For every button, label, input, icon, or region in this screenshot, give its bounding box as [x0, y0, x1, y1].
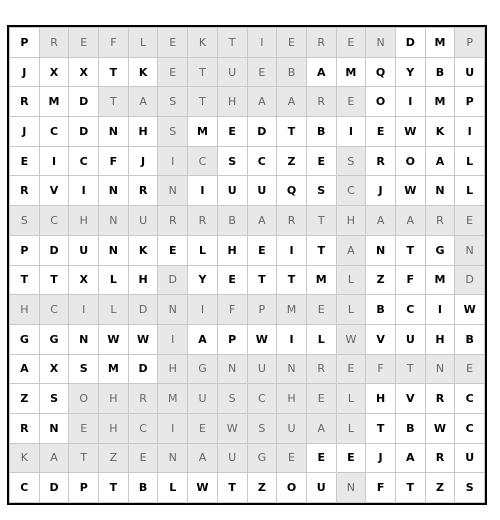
letter-cell[interactable]: C: [455, 384, 485, 414]
letter-cell[interactable]: J: [366, 443, 396, 473]
letter-cell[interactable]: K: [128, 57, 158, 87]
grid-row: [10, 354, 485, 384]
letter-cell[interactable]: N: [366, 235, 396, 265]
letter-cell[interactable]: A: [247, 87, 277, 117]
letter-cell[interactable]: G: [39, 324, 69, 354]
letter-cell[interactable]: Y: [188, 265, 218, 295]
grid-row: [10, 443, 485, 473]
letter-cell[interactable]: W: [99, 324, 129, 354]
letter-cell[interactable]: P: [10, 28, 40, 58]
letter-cell[interactable]: A: [247, 206, 277, 236]
letter-cell[interactable]: L: [336, 265, 366, 295]
letter-cell[interactable]: U: [128, 206, 158, 236]
letter-cell[interactable]: W: [395, 176, 425, 206]
letter-cell[interactable]: J: [366, 176, 396, 206]
letter-cell[interactable]: A: [188, 443, 218, 473]
letter-cell[interactable]: P: [217, 324, 247, 354]
letter-cell[interactable]: V: [395, 384, 425, 414]
letter-cell[interactable]: C: [395, 295, 425, 325]
letter-cell[interactable]: A: [395, 443, 425, 473]
letter-cell[interactable]: T: [395, 473, 425, 503]
letter-cell[interactable]: E: [306, 384, 336, 414]
letter-cell[interactable]: A: [366, 206, 396, 236]
letter-cell[interactable]: R: [425, 443, 455, 473]
letter-cell[interactable]: N: [277, 354, 307, 384]
letter-cell[interactable]: X: [39, 57, 69, 87]
letter-cell[interactable]: Z: [425, 473, 455, 503]
letter-cell[interactable]: E: [306, 295, 336, 325]
letter-cell[interactable]: G: [188, 354, 218, 384]
letter-cell[interactable]: B: [425, 57, 455, 87]
letter-cell[interactable]: T: [306, 235, 336, 265]
letter-cell[interactable]: A: [39, 443, 69, 473]
letter-cell[interactable]: S: [158, 117, 188, 147]
letter-cell[interactable]: H: [128, 117, 158, 147]
letter-cell[interactable]: N: [158, 443, 188, 473]
letter-cell[interactable]: B: [455, 324, 485, 354]
letter-cell[interactable]: W: [336, 324, 366, 354]
letter-cell[interactable]: N: [99, 176, 129, 206]
letter-cell[interactable]: A: [425, 146, 455, 176]
letter-cell[interactable]: A: [128, 87, 158, 117]
letter-cell[interactable]: K: [10, 443, 40, 473]
letter-cell[interactable]: A: [188, 324, 218, 354]
letter-cell[interactable]: E: [366, 117, 396, 147]
grid-row: [10, 413, 485, 443]
letter-cell[interactable]: X: [69, 265, 99, 295]
letter-cell[interactable]: O: [277, 473, 307, 503]
letter-cell[interactable]: F: [99, 146, 129, 176]
grid-row: [10, 206, 485, 236]
letter-cell[interactable]: U: [306, 473, 336, 503]
letter-cell[interactable]: U: [455, 443, 485, 473]
letter-cell[interactable]: V: [39, 176, 69, 206]
letter-cell[interactable]: B: [217, 206, 247, 236]
letter-cell[interactable]: E: [10, 146, 40, 176]
grid-row: [10, 235, 485, 265]
letter-cell[interactable]: D: [69, 117, 99, 147]
letter-cell[interactable]: E: [306, 146, 336, 176]
letter-cell[interactable]: C: [128, 413, 158, 443]
letter-cell[interactable]: U: [277, 413, 307, 443]
letter-cell[interactable]: E: [158, 57, 188, 87]
letter-cell[interactable]: H: [217, 87, 247, 117]
letter-cell[interactable]: N: [99, 235, 129, 265]
letter-cell[interactable]: C: [69, 146, 99, 176]
letter-cell[interactable]: Z: [10, 384, 40, 414]
letter-cell[interactable]: T: [306, 206, 336, 236]
letter-cell[interactable]: E: [336, 87, 366, 117]
letter-cell[interactable]: I: [425, 295, 455, 325]
letter-cell[interactable]: L: [128, 28, 158, 58]
letter-cell[interactable]: I: [69, 176, 99, 206]
letter-cell[interactable]: E: [69, 28, 99, 58]
letter-cell[interactable]: M: [158, 384, 188, 414]
letter-cell[interactable]: H: [366, 384, 396, 414]
letter-cell[interactable]: I: [188, 295, 218, 325]
letter-cell[interactable]: Q: [366, 57, 396, 87]
letter-cell[interactable]: U: [455, 57, 485, 87]
letter-cell[interactable]: J: [128, 146, 158, 176]
letter-cell[interactable]: L: [99, 295, 129, 325]
letter-cell[interactable]: T: [277, 265, 307, 295]
letter-cell[interactable]: E: [217, 265, 247, 295]
letter-cell[interactable]: O: [69, 384, 99, 414]
letter-cell[interactable]: N: [99, 117, 129, 147]
letter-cell[interactable]: G: [10, 324, 40, 354]
letter-cell[interactable]: N: [39, 413, 69, 443]
letter-cell[interactable]: T: [395, 235, 425, 265]
letter-cell[interactable]: R: [306, 87, 336, 117]
letter-table: [9, 27, 485, 503]
letter-cell[interactable]: H: [10, 295, 40, 325]
letter-cell[interactable]: K: [128, 235, 158, 265]
letter-cell[interactable]: C: [188, 146, 218, 176]
letter-cell[interactable]: C: [247, 384, 277, 414]
letter-cell[interactable]: H: [158, 354, 188, 384]
letter-cell[interactable]: T: [366, 413, 396, 443]
letter-cell[interactable]: S: [217, 146, 247, 176]
letter-cell[interactable]: M: [39, 87, 69, 117]
letter-cell[interactable]: H: [425, 324, 455, 354]
letter-cell[interactable]: A: [306, 57, 336, 87]
letter-cell[interactable]: P: [10, 235, 40, 265]
word-search-grid: [7, 25, 487, 505]
letter-cell[interactable]: E: [158, 28, 188, 58]
letter-cell[interactable]: W: [395, 117, 425, 147]
letter-cell[interactable]: N: [366, 28, 396, 58]
letter-cell[interactable]: E: [69, 413, 99, 443]
grid-row: [10, 28, 485, 58]
letter-cell[interactable]: N: [455, 235, 485, 265]
letter-cell[interactable]: R: [39, 28, 69, 58]
letter-cell[interactable]: C: [39, 295, 69, 325]
letter-cell[interactable]: M: [188, 117, 218, 147]
letter-cell[interactable]: W: [425, 413, 455, 443]
letter-cell[interactable]: T: [10, 265, 40, 295]
letter-cell[interactable]: P: [455, 87, 485, 117]
letter-cell[interactable]: C: [336, 176, 366, 206]
grid-row: [10, 295, 485, 325]
letter-cell[interactable]: T: [188, 57, 218, 87]
letter-cell[interactable]: Z: [277, 146, 307, 176]
letter-cell[interactable]: H: [128, 265, 158, 295]
letter-cell[interactable]: O: [395, 146, 425, 176]
letter-cell[interactable]: R: [128, 384, 158, 414]
letter-cell[interactable]: L: [336, 413, 366, 443]
letter-cell[interactable]: W: [128, 324, 158, 354]
letter-cell[interactable]: E: [247, 57, 277, 87]
letter-cell[interactable]: I: [158, 413, 188, 443]
letter-cell[interactable]: K: [188, 28, 218, 58]
letter-cell[interactable]: R: [128, 176, 158, 206]
letter-cell[interactable]: H: [336, 206, 366, 236]
letter-cell[interactable]: M: [99, 354, 129, 384]
grid-row: [10, 57, 485, 87]
letter-cell[interactable]: Z: [247, 473, 277, 503]
letter-cell[interactable]: L: [336, 295, 366, 325]
letter-cell[interactable]: I: [277, 235, 307, 265]
letter-cell[interactable]: S: [39, 384, 69, 414]
letter-cell[interactable]: R: [10, 87, 40, 117]
letter-cell[interactable]: R: [425, 384, 455, 414]
letter-cell[interactable]: U: [217, 57, 247, 87]
letter-cell[interactable]: M: [277, 295, 307, 325]
letter-cell[interactable]: T: [99, 57, 129, 87]
letter-cell[interactable]: J: [10, 117, 40, 147]
letter-cell[interactable]: E: [336, 28, 366, 58]
letter-cell[interactable]: T: [217, 473, 247, 503]
letter-cell[interactable]: B: [366, 295, 396, 325]
letter-cell[interactable]: A: [336, 235, 366, 265]
letter-cell[interactable]: K: [425, 117, 455, 147]
letter-cell[interactable]: A: [277, 87, 307, 117]
letter-cell[interactable]: C: [39, 117, 69, 147]
letter-cell[interactable]: U: [217, 443, 247, 473]
letter-cell[interactable]: U: [217, 176, 247, 206]
letter-cell[interactable]: N: [69, 324, 99, 354]
letter-cell[interactable]: E: [217, 117, 247, 147]
letter-cell[interactable]: N: [425, 176, 455, 206]
letter-cell[interactable]: I: [69, 295, 99, 325]
letter-cell[interactable]: L: [99, 265, 129, 295]
letter-cell[interactable]: S: [217, 384, 247, 414]
letter-cell[interactable]: X: [69, 57, 99, 87]
letter-cell[interactable]: F: [395, 265, 425, 295]
letter-cell[interactable]: L: [336, 384, 366, 414]
letter-cell[interactable]: D: [128, 354, 158, 384]
letter-cell[interactable]: S: [10, 206, 40, 236]
letter-cell[interactable]: J: [10, 57, 40, 87]
letter-cell[interactable]: L: [455, 176, 485, 206]
grid-row: [10, 117, 485, 147]
letter-cell[interactable]: W: [188, 473, 218, 503]
letter-cell[interactable]: T: [188, 87, 218, 117]
letter-cell[interactable]: E: [455, 354, 485, 384]
letter-cell[interactable]: E: [188, 413, 218, 443]
letter-cell[interactable]: C: [247, 146, 277, 176]
letter-cell[interactable]: D: [69, 87, 99, 117]
letter-cell[interactable]: V: [366, 324, 396, 354]
letter-cell[interactable]: H: [99, 413, 129, 443]
letter-cell[interactable]: B: [395, 413, 425, 443]
letter-cell[interactable]: H: [69, 206, 99, 236]
letter-cell[interactable]: B: [306, 117, 336, 147]
grid-row: [10, 324, 485, 354]
letter-cell[interactable]: X: [39, 354, 69, 384]
letter-cell[interactable]: E: [128, 443, 158, 473]
letter-cell[interactable]: U: [69, 235, 99, 265]
letter-cell[interactable]: C: [455, 413, 485, 443]
letter-cell[interactable]: I: [188, 176, 218, 206]
letter-cell[interactable]: P: [455, 28, 485, 58]
letter-cell[interactable]: E: [277, 28, 307, 58]
letter-cell[interactable]: L: [306, 324, 336, 354]
grid-row: [10, 176, 485, 206]
letter-cell[interactable]: G: [425, 235, 455, 265]
letter-cell[interactable]: I: [277, 324, 307, 354]
letter-cell[interactable]: B: [128, 473, 158, 503]
letter-cell[interactable]: R: [366, 146, 396, 176]
letter-cell[interactable]: T: [277, 117, 307, 147]
letter-cell[interactable]: T: [99, 473, 129, 503]
letter-cell[interactable]: A: [395, 206, 425, 236]
letter-cell[interactable]: E: [158, 235, 188, 265]
letter-cell[interactable]: O: [366, 87, 396, 117]
letter-cell[interactable]: G: [247, 443, 277, 473]
letter-cell[interactable]: L: [188, 235, 218, 265]
letter-cell[interactable]: E: [336, 443, 366, 473]
letter-cell[interactable]: T: [39, 265, 69, 295]
letter-cell[interactable]: Y: [395, 57, 425, 87]
grid-row: [10, 146, 485, 176]
letter-cell[interactable]: Q: [277, 176, 307, 206]
letter-cell[interactable]: R: [306, 354, 336, 384]
letter-cell[interactable]: I: [455, 117, 485, 147]
letter-cell[interactable]: I: [336, 117, 366, 147]
letter-cell[interactable]: E: [455, 206, 485, 236]
letter-cell[interactable]: M: [425, 87, 455, 117]
grid-row: [10, 87, 485, 117]
letter-cell[interactable]: F: [366, 354, 396, 384]
letter-cell[interactable]: U: [247, 354, 277, 384]
letter-cell[interactable]: Z: [366, 265, 396, 295]
letter-cell[interactable]: A: [10, 354, 40, 384]
letter-cell[interactable]: N: [217, 354, 247, 384]
letter-cell[interactable]: L: [455, 146, 485, 176]
letter-cell[interactable]: I: [39, 146, 69, 176]
letter-cell[interactable]: S: [247, 413, 277, 443]
letter-cell[interactable]: R: [306, 28, 336, 58]
letter-cell[interactable]: T: [247, 265, 277, 295]
letter-cell[interactable]: R: [188, 206, 218, 236]
letter-cell[interactable]: F: [99, 28, 129, 58]
letter-cell[interactable]: U: [188, 384, 218, 414]
letter-cell[interactable]: M: [425, 265, 455, 295]
grid-row: [10, 384, 485, 414]
letter-cell[interactable]: I: [395, 87, 425, 117]
letter-cell[interactable]: D: [128, 295, 158, 325]
letter-cell[interactable]: S: [455, 473, 485, 503]
letter-cell[interactable]: T: [217, 28, 247, 58]
letter-cell[interactable]: S: [69, 354, 99, 384]
grid-row: [10, 265, 485, 295]
letter-cell[interactable]: E: [277, 443, 307, 473]
letter-cell[interactable]: I: [158, 324, 188, 354]
letter-cell[interactable]: S: [158, 87, 188, 117]
letter-cell[interactable]: S: [336, 146, 366, 176]
letter-cell[interactable]: E: [306, 443, 336, 473]
letter-cell[interactable]: R: [277, 206, 307, 236]
letter-cell[interactable]: R: [10, 176, 40, 206]
letter-cell[interactable]: C: [39, 206, 69, 236]
letter-cell[interactable]: N: [158, 295, 188, 325]
letter-cell[interactable]: F: [366, 473, 396, 503]
letter-cell[interactable]: M: [425, 28, 455, 58]
letter-cell[interactable]: N: [425, 354, 455, 384]
letter-cell[interactable]: L: [158, 473, 188, 503]
letter-cell[interactable]: I: [158, 146, 188, 176]
letter-cell[interactable]: W: [217, 413, 247, 443]
letter-cell[interactable]: D: [39, 473, 69, 503]
letter-cell[interactable]: P: [247, 295, 277, 325]
letter-cell[interactable]: N: [158, 176, 188, 206]
letter-cell[interactable]: D: [158, 265, 188, 295]
grid-row: [10, 473, 485, 503]
letter-cell[interactable]: D: [39, 235, 69, 265]
letter-cell[interactable]: P: [69, 473, 99, 503]
letter-cell[interactable]: T: [69, 443, 99, 473]
letter-cell[interactable]: F: [217, 295, 247, 325]
letter-cell[interactable]: H: [277, 384, 307, 414]
letter-cell[interactable]: M: [336, 57, 366, 87]
letter-cell[interactable]: R: [158, 206, 188, 236]
letter-cell[interactable]: D: [455, 265, 485, 295]
letter-cell[interactable]: S: [306, 176, 336, 206]
letter-cell[interactable]: N: [336, 473, 366, 503]
letter-cell[interactable]: R: [425, 206, 455, 236]
letter-cell[interactable]: I: [247, 28, 277, 58]
letter-cell[interactable]: D: [247, 117, 277, 147]
letter-cell[interactable]: T: [99, 87, 129, 117]
letter-cell[interactable]: M: [306, 265, 336, 295]
letter-cell[interactable]: U: [247, 176, 277, 206]
letter-cell[interactable]: U: [395, 324, 425, 354]
letter-cell[interactable]: H: [99, 384, 129, 414]
letter-cell[interactable]: N: [99, 206, 129, 236]
letter-cell[interactable]: W: [247, 324, 277, 354]
letter-cell[interactable]: E: [336, 354, 366, 384]
letter-cell[interactable]: D: [395, 28, 425, 58]
letter-cell[interactable]: W: [455, 295, 485, 325]
letter-cell[interactable]: T: [395, 354, 425, 384]
letter-cell[interactable]: H: [217, 235, 247, 265]
letter-cell[interactable]: Z: [99, 443, 129, 473]
letter-cell[interactable]: C: [10, 473, 40, 503]
letter-cell[interactable]: B: [277, 57, 307, 87]
letter-cell[interactable]: A: [306, 413, 336, 443]
letter-cell[interactable]: E: [247, 235, 277, 265]
letter-cell[interactable]: R: [10, 413, 40, 443]
